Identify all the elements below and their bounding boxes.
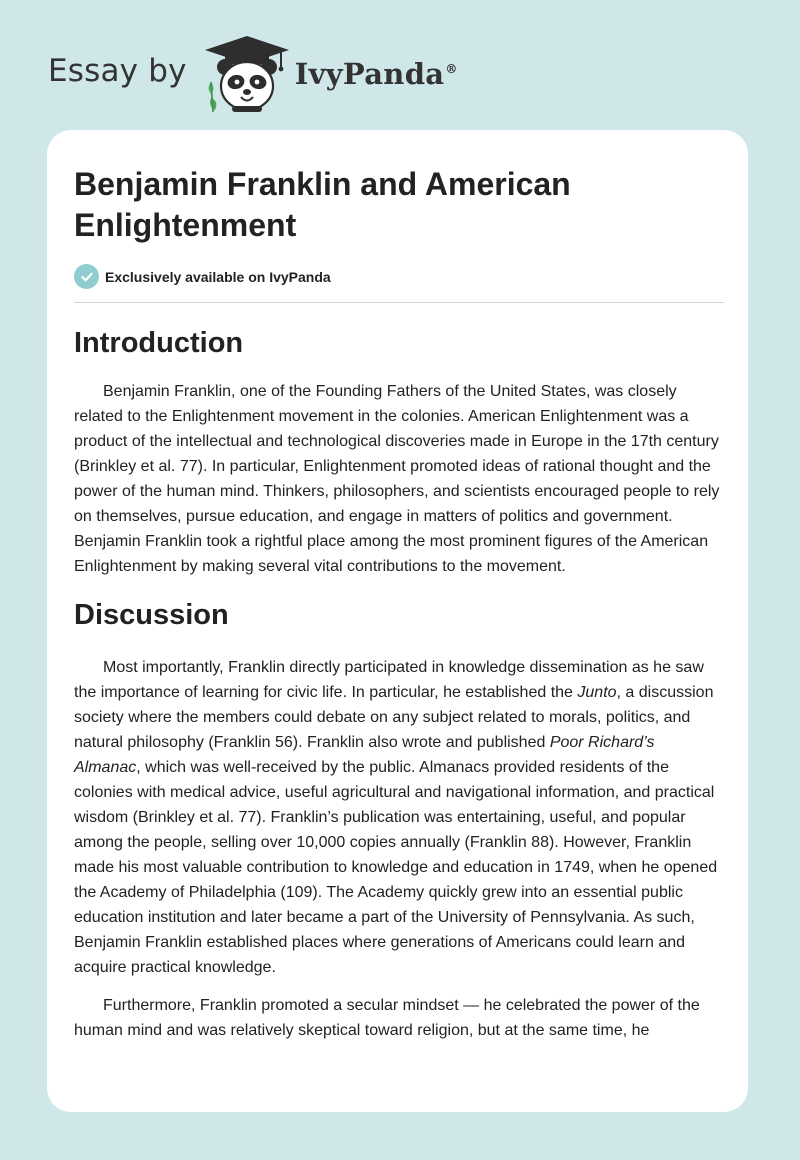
exclusive-badge: [74, 264, 724, 289]
paragraph-introduction: Benjamin Franklin, one of the Founding Fathers of the United States, was closely related to the Enlightenment movement in the colonies. American Enlightenment was a product of the intellectual and technological discoveries made in Europe in the 17th century (Brinkley et al. 77). In particular, Enlightenment promoted ideas of rational thought and the power of the human mind. Thinkers, philosophers, and scientists encouraged people to rely on themselves, pursue education, and engage in matters of politics and government. Benjamin Franklin took a rightful place among the most prominent figures of the American Enlightenment by making several vital contributions to the movement.: [74, 383, 720, 575]
essay-card: [47, 130, 748, 1112]
paragraph-text: Most importantly, Franklin directly participated in knowledge dissemination as he saw the importance of learning for civic life. In particular, he established the: [74, 659, 704, 701]
paragraph-text: , a discussion society where the members could debate on any subject related to morals, politics, and natural philosophy (Franklin 56). Franklin also wrote and published: [74, 684, 714, 751]
brand-prefix: Essay by: [48, 53, 187, 89]
registered-mark: ®: [445, 62, 458, 77]
almanac-emphasis: Poor Richard’s Almanac: [74, 734, 655, 776]
title-divider: [74, 302, 724, 303]
section-heading-discussion: Discussion: [74, 599, 229, 631]
check-circle-icon: [74, 264, 99, 289]
paragraph-discussion-2: Furthermore, Franklin promoted a secular mindset — he celebrated the power of the human mind and was relatively skeptical toward religion, but at the same time, he: [74, 997, 700, 1039]
exclusive-label: Exclusively available on IvyPanda: [105, 268, 331, 285]
paragraph-text: , which was well-received by the public. Almanacs provided residents of the colonies with medical advice, useful agricultural and navigational information, and practical wisdom (Brinkley et al. 77). Franklin’s publication was entertaining, useful, and popular among the people, selling over 10,000 copies annually (Franklin 88). However, Franklin made his most valuable contribution to knowledge and education in 1749, when he opened the Academy of Philadelphia (109). The Academy quickly grew into an essential public education institution and later became a part of the University of Pennsylvania. As such, Benjamin Franklin established places where generations of Americans could learn and acquire practical knowledge.: [74, 759, 718, 976]
essay-content: [74, 164, 724, 1043]
brand-name: IvyPanda®: [294, 57, 458, 91]
panda-graduate-logo-icon: [201, 34, 293, 114]
section-heading-introduction: Introduction: [74, 327, 244, 359]
site-header-brand[interactable]: [48, 34, 458, 114]
paragraph-discussion-1: [74, 655, 724, 980]
essay-title: Benjamin Franklin and American Enlightenment: [74, 166, 571, 243]
junto-emphasis: Junto: [577, 684, 617, 701]
